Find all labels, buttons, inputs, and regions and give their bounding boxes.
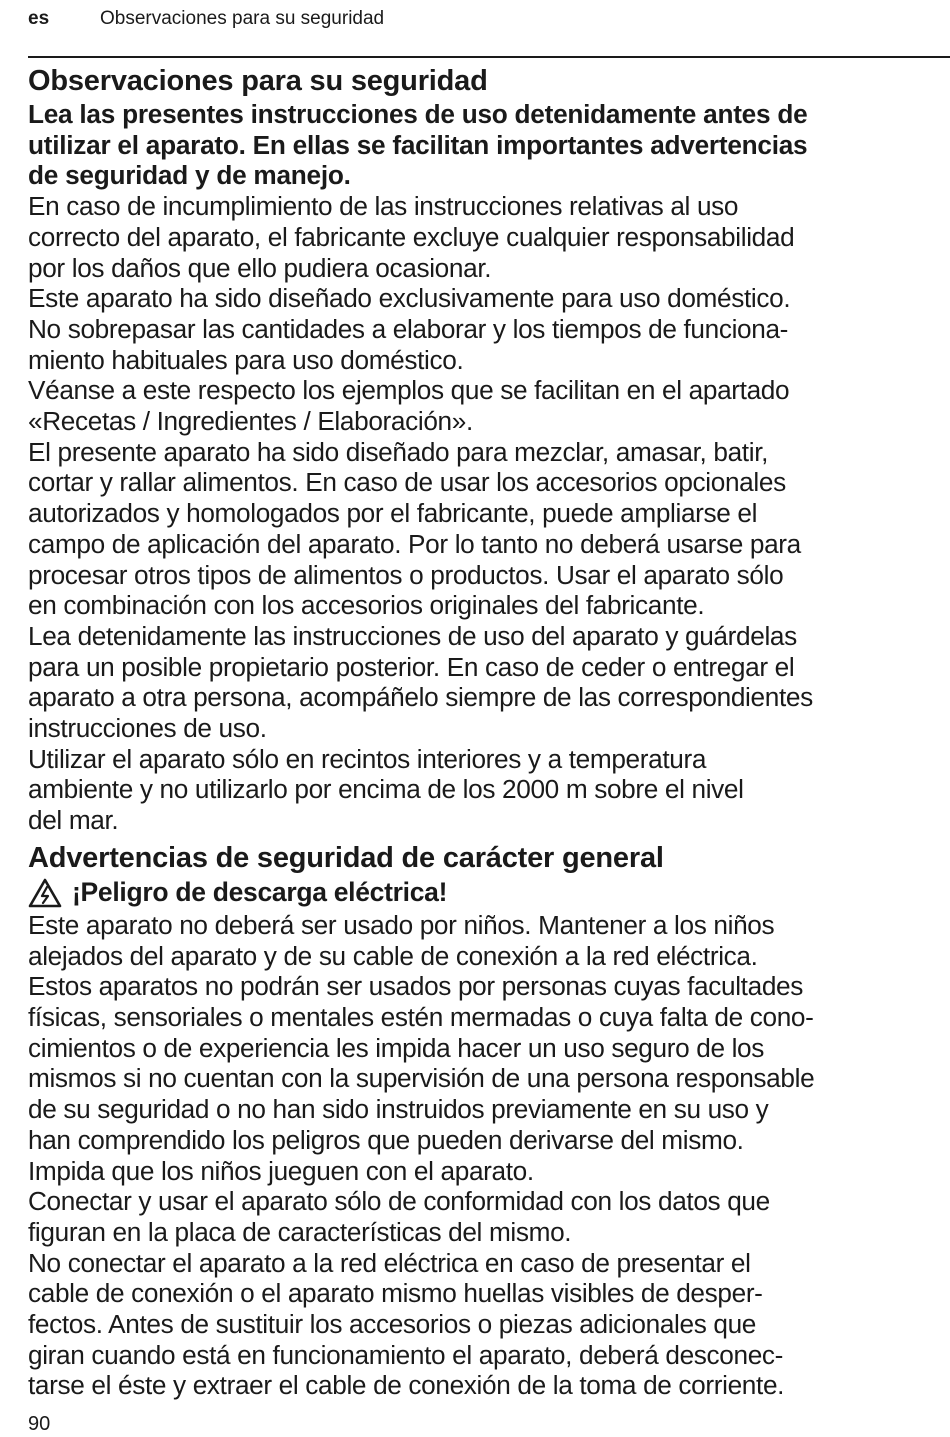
paragraph-reduced-capabilities: Estos aparatos no podrán ser usados por personas cuyas facultades físicas, sensoriales o mentales estén mermadas o cuya falta de cono- cimientos o de experiencia les impida hacer un uso seguro de los mismos si no cuentan con la supervisión de una persona responsable de su seguridad o no han sido instruidos previamente en su uso y han comprendido los peligros que pueden derivarse del mismo. — [28, 971, 815, 1155]
language-code: es — [28, 8, 50, 29]
running-header-title: Observaciones para su seguridad — [100, 8, 385, 29]
paragraph-rating-plate: Conectar y usar el aparato sólo de conformidad con los datos que figuran en la placa de características del mismo. — [28, 1186, 770, 1247]
header-divider — [28, 56, 950, 58]
paragraph-intended-use: El presente aparato ha sido diseñado para mezclar, amasar, batir, cortar y rallar alimentos. En caso de usar los accesorios opcionales autorizados y homologados por el fabricante, puede ampliarse el campo de aplicación del aparato. Por lo tanto no deberá usarse para procesar otros tipos de alimentos o productos. Usar el aparato sólo en combinación con los accesorios originales del fabricante. — [28, 436, 801, 621]
paragraph-children-play: Impida que los niños jueguen con el aparato. — [28, 1155, 534, 1186]
warning-label: ¡Peligro de descarga eléctrica! — [72, 877, 448, 908]
paragraph-domestic-use: Este aparato ha sido diseñado exclusivamente para uso doméstico. No sobrepasar las cantidades a elaborar y los tiempos de funciona- miento habituales para uso doméstico. — [28, 283, 791, 375]
paragraph-children: Este aparato no deberá ser usado por niños. Mantener a los niños alejados del aparato y de su cable de conexión a la red eléctrica. — [28, 909, 775, 971]
section-heading-general-warnings: Advertencias de seguridad de carácter general — [28, 841, 664, 874]
page-number: 90 — [28, 1413, 51, 1435]
document-body — [28, 62, 950, 1401]
paragraph-liability: En caso de incumplimiento de las instrucciones relativas al uso correcto del aparato, el fabricante excluye cualquier responsabilidad por los daños que ello pudiera ocasionar. — [28, 191, 795, 283]
running-header — [28, 6, 384, 32]
intro-paragraph-bold: Lea las presentes instrucciones de uso detenidamente antes de utilizar el aparato. En ellas se facilitan importantes advertencias de seguridad y de manejo. — [28, 99, 808, 191]
section-heading-safety-notes: Observaciones para su seguridad — [28, 65, 488, 97]
paragraph-damaged-cable: No conectar el aparato a la red eléctrica en caso de presentar el cable de conexión o el aparato mismo huellas visibles de desper- fectos. Antes de sustituir los accesorios o piezas adicionales que giran cuando está en funcionamiento el aparato, deberá desconec- tarse el éste y extraer el cable de conexión de la toma de corriente. — [28, 1247, 785, 1401]
paragraph-keep-instructions: Lea detenidamente las instrucciones de uso del aparato y guárdelas para un posible propietario posterior. En caso de ceder o entregar el aparato a otra persona, acompáñelo siempre de las correspondientes instrucciones de uso. — [28, 620, 813, 744]
paragraph-recipes-reference: Véanse a este respecto los ejemplos que se facilitan en el apartado «Recetas / Ingredientes / Elaboración». — [28, 375, 790, 437]
warning-triangle-icon — [28, 878, 62, 908]
electric-shock-warning — [28, 876, 950, 910]
paragraph-indoor-use: Utilizar el aparato sólo en recintos interiores y a temperatura ambiente y no utilizarlo por encima de los 2000 m sobre el nivel del mar. — [28, 743, 744, 836]
